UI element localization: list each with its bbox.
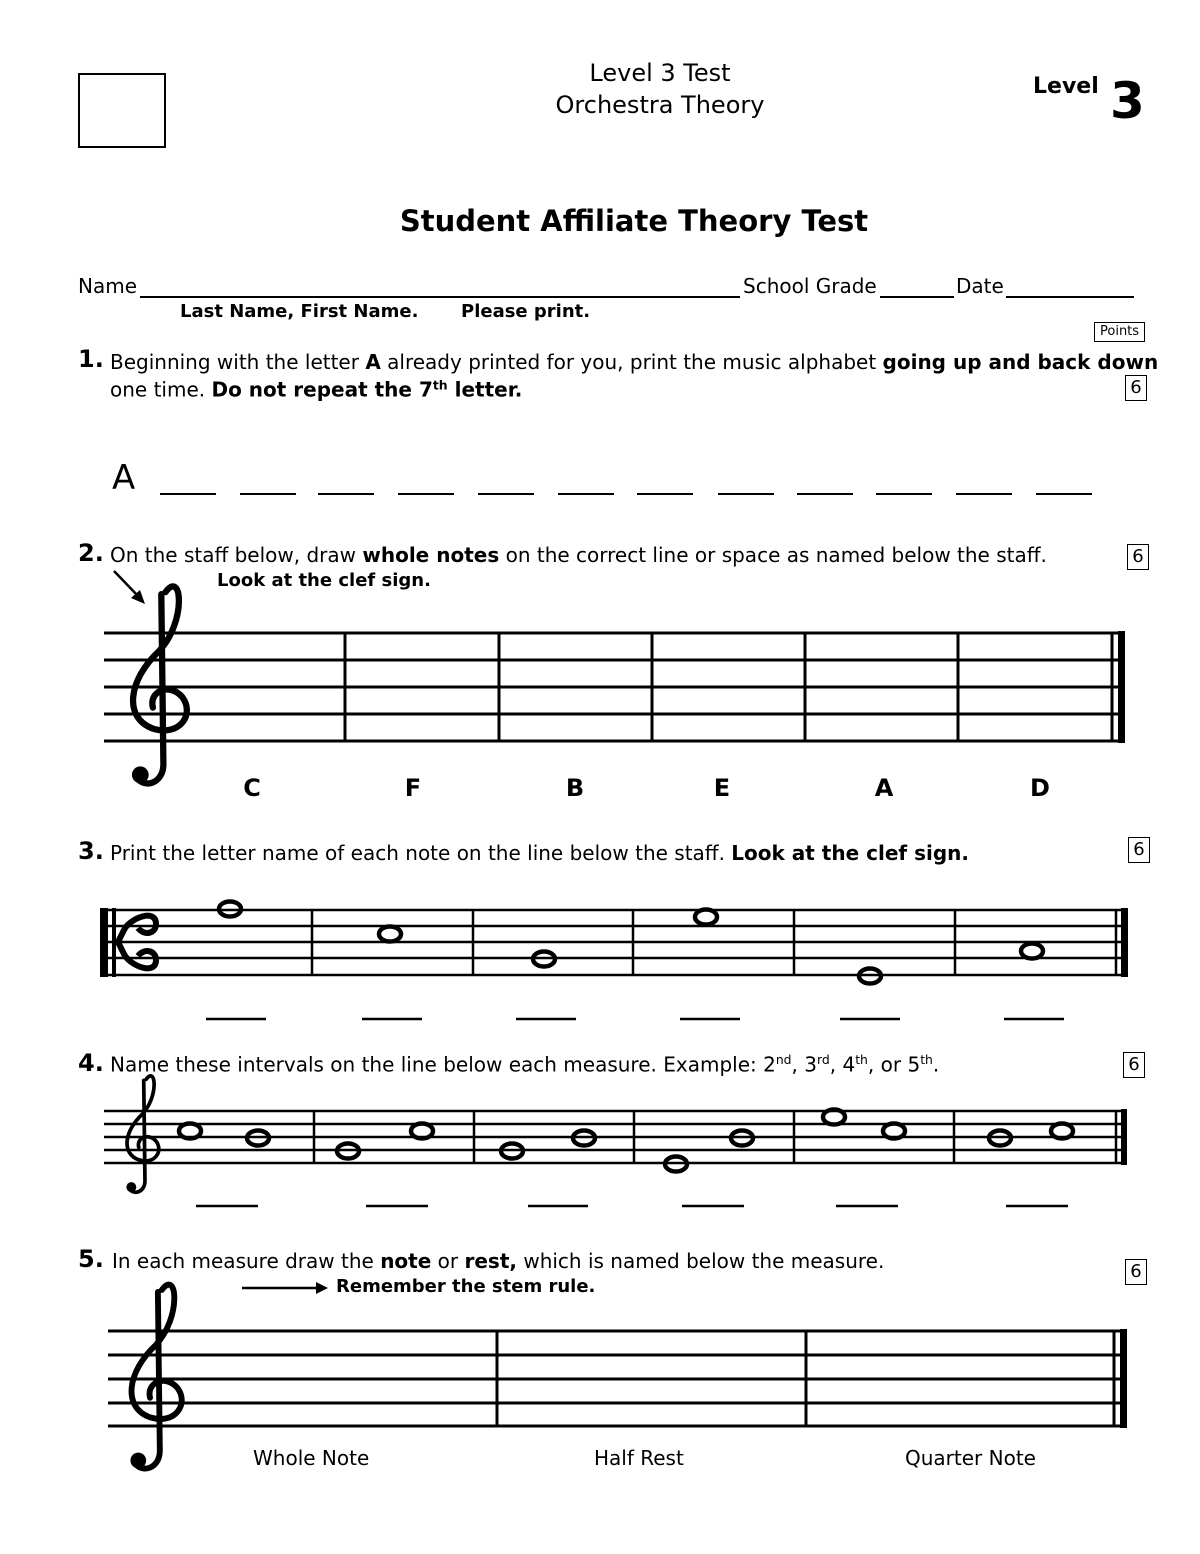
q2-t3: on the correct line or space as named below the staff. <box>499 543 1047 567</box>
treble-clef-icon <box>130 1285 181 1469</box>
q4-t3: , 4 <box>829 1052 856 1077</box>
header-line2: Orchestra Theory <box>555 91 765 119</box>
q3-t2: Look at the clef sign. <box>731 841 969 865</box>
q2-note-label: C <box>243 774 261 802</box>
q2-t1: On the staff below, draw <box>110 543 363 567</box>
q5-t3: or <box>431 1249 465 1273</box>
q5-arrow <box>242 1282 328 1294</box>
q2-note-label: A <box>874 774 894 802</box>
points-label: Points <box>1094 322 1145 342</box>
q1-number: 1. <box>78 345 104 373</box>
q3-points: 6 <box>1128 837 1150 863</box>
q2-hint: Look at the clef sign. <box>217 570 431 591</box>
q5-t4: rest, <box>464 1249 517 1273</box>
treble-clef-icon <box>126 1076 158 1192</box>
q5-label: Half Rest <box>594 1446 684 1470</box>
q4-s3: th <box>855 1052 868 1067</box>
q2-arrow <box>114 571 145 604</box>
q3-staff <box>100 902 1128 1020</box>
q5-label: Quarter Note <box>905 1446 1036 1470</box>
q5-points: 6 <box>1125 1259 1147 1285</box>
q2-number: 2. <box>78 539 104 567</box>
q5-staff <box>108 1285 1127 1469</box>
q4-t1: Name these intervals on the line below each measure. Example: 2 <box>110 1052 776 1077</box>
q2-note-label: F <box>404 774 422 802</box>
q1-t5: one time. <box>110 377 212 402</box>
q4-s1: nd <box>775 1052 792 1067</box>
q1-t3: already printed for you, print the music alphabet <box>380 350 883 374</box>
q4-t4: , or 5 <box>867 1052 921 1077</box>
q5-label: Whole Note <box>253 1446 370 1470</box>
q3-t1: Print the letter name of each note on the line below the staff. <box>110 841 732 865</box>
q5-t2: note <box>380 1249 432 1273</box>
level-word: Level <box>1033 74 1099 99</box>
name-label: Name <box>78 274 138 298</box>
q4-s2: rd <box>817 1052 830 1067</box>
q4-t5: . <box>932 1052 940 1077</box>
q5-number: 5. <box>78 1245 104 1273</box>
grade-label: School Grade <box>743 274 877 298</box>
q4-points: 6 <box>1123 1052 1145 1078</box>
q1-t7: letter. <box>447 377 523 402</box>
q2-note-label: D <box>1030 774 1050 802</box>
q3-number: 3. <box>78 837 104 865</box>
name-hint: Last Name, First Name. <box>180 301 419 322</box>
q4-staff <box>104 1076 1127 1206</box>
q5-hint: Remember the stem rule. <box>336 1276 596 1297</box>
q1-t1: Beginning with the letter <box>110 350 366 374</box>
date-label: Date <box>956 274 1004 298</box>
q1-t4: going up and back down <box>882 350 1159 374</box>
level-number: 3 <box>1110 72 1145 130</box>
header-line1: Level 3 Test <box>589 59 731 87</box>
q2-t2: whole notes <box>362 543 500 567</box>
q2-note-label: E <box>713 774 731 802</box>
q5-t1: In each measure draw the <box>112 1249 381 1273</box>
q4-number: 4. <box>78 1049 104 1077</box>
q2-staff <box>104 586 1125 783</box>
q4-t2: , 3 <box>791 1052 817 1077</box>
q1-t2: A <box>365 350 381 374</box>
q1-given-letter: A <box>112 458 136 498</box>
q1-points: 6 <box>1125 375 1147 401</box>
q2-points: 6 <box>1127 544 1149 570</box>
page-title: Student Affiliate Theory Test <box>399 204 869 238</box>
q1-t6-sup: th <box>432 377 448 392</box>
q2-note-label: B <box>565 774 585 802</box>
q1-t6: Do not repeat the 7 <box>211 377 433 402</box>
print-hint: Please print. <box>461 301 591 322</box>
q5-t5: which is named below the measure. <box>516 1249 885 1273</box>
treble-clef-icon <box>132 586 187 783</box>
q4-s4: th <box>920 1052 933 1067</box>
